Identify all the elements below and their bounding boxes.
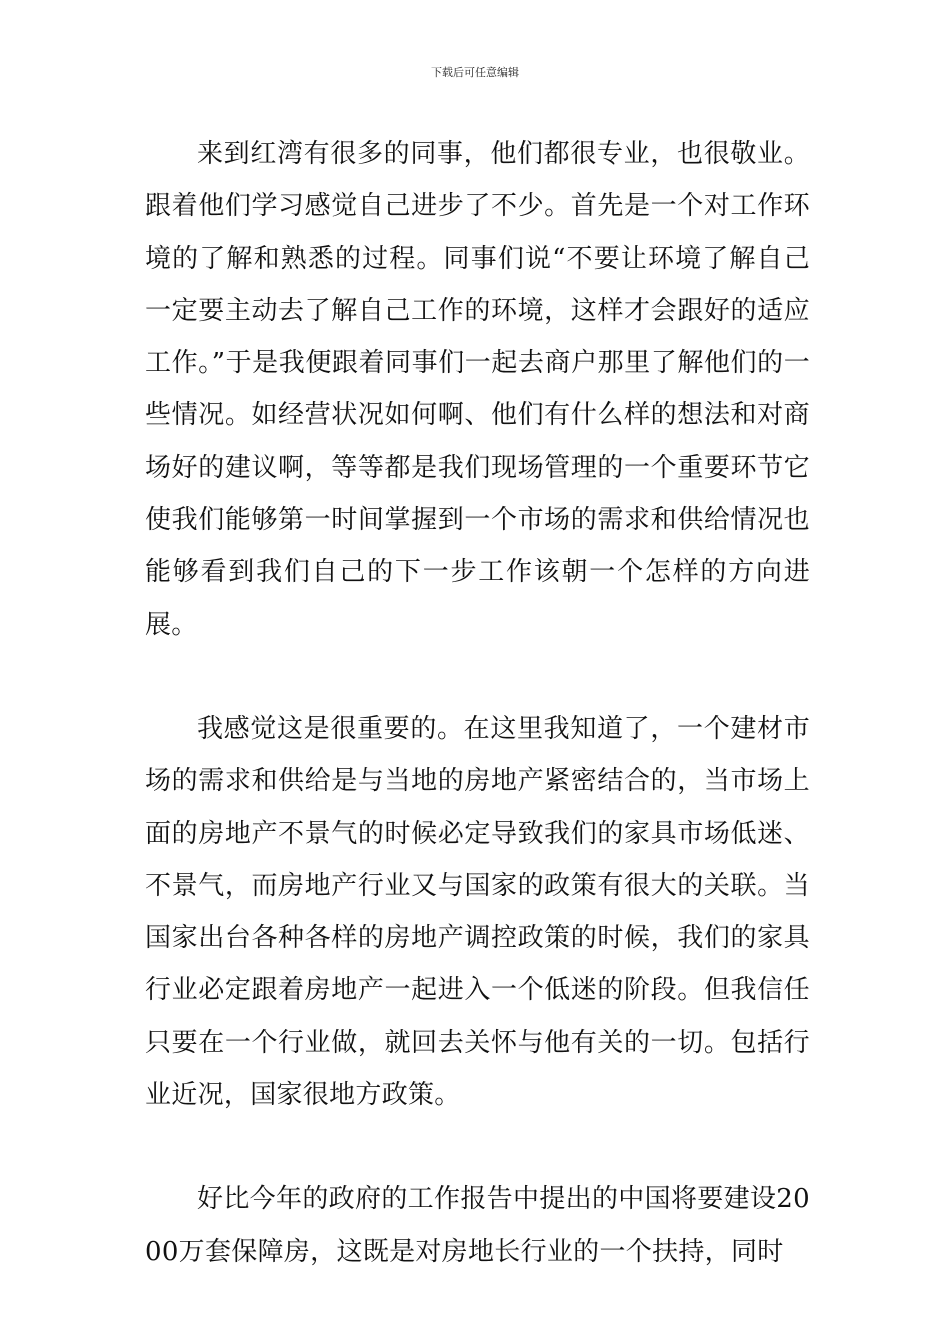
paragraph-3: 好比今年的政府的工作报告中提出的中国将要建设2000万套保障房，这既是对房地长行业的一个扶持，同时 <box>145 1184 810 1267</box>
paragraph-2: 我感觉这是很重要的。在这里我知道了，一个建材市场的需求和供给是与当地的房地产紧密结合的，当市场上面的房地产不景气的时候必定导致我们的家具市场低迷、不景气，而房地产行业又与国家的政策有很大的关联。当国家出台各种各样的房地产调控政策的时候，我们的家具行业必定跟着房地产一起进入一个低迷的阶段。但我信任只要在一个行业做，就回去关怀与他有关的一切。包括行业近况，国家很地方政策。 <box>145 713 810 1111</box>
page-header: 下载后可任意编辑 <box>431 66 519 79</box>
paragraph-1: 来到红湾有很多的同事，他们都很专业，也很敬业。跟着他们学习感觉自己进步了不少。首先是一个对工作环境的了解和熟悉的过程。同事们说“不要让环境了解自己一定要主动去了解自己工作的环境，这样才会跟好的适应工作。”于是我便跟着同事们一起去商户那里了解他们的一些情况。如经营状况如何啊、他们有什么样的想法和对商场好的建议啊，等等都是我们现场管理的一个重要环节它使我们能够第一时间掌握到一个市场的需求和供给情况也能够看到我们自己的下一步工作该朝一个怎样的方向进展。 <box>145 139 810 640</box>
document-body <box>145 128 810 1278</box>
